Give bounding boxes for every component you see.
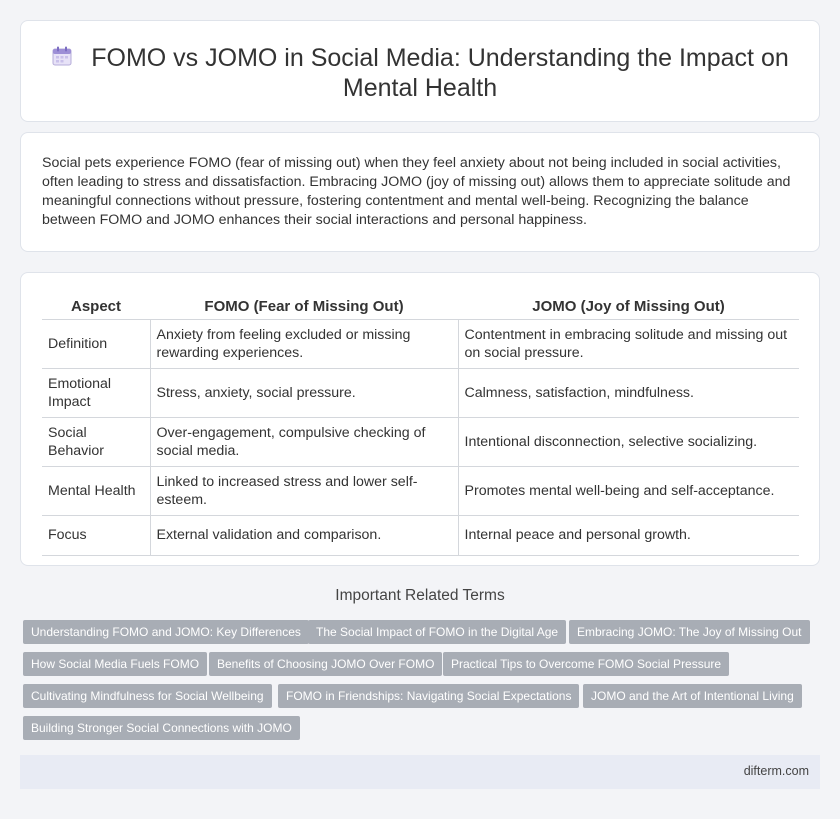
related-tag[interactable]: Embracing JOMO: The Joy of Missing Out [569, 620, 810, 644]
row-fomo: Anxiety from feeling excluded or missing rewarding experiences. [150, 319, 458, 368]
row-fomo: Linked to increased stress and lower self-esteem. [150, 466, 458, 515]
row-jomo: Intentional disconnection, selective socializing. [458, 417, 799, 466]
comparison-card [20, 272, 820, 566]
header-fomo: FOMO (Fear of Missing Out) [150, 295, 458, 319]
page-title: FOMO vs JOMO in Social Media: Understanding the Impact on Mental Health [91, 44, 789, 102]
related-tag[interactable]: Cultivating Mindfulness for Social Wellbeing [23, 684, 272, 708]
related-tag[interactable]: Practical Tips to Overcome FOMO Social Pressure [443, 652, 729, 676]
related-tag[interactable]: How Social Media Fuels FOMO [23, 652, 207, 676]
row-fomo: External validation and comparison. [150, 515, 458, 555]
row-jomo: Calmness, satisfaction, mindfulness. [458, 368, 799, 417]
header-jomo: JOMO (Joy of Missing Out) [458, 295, 799, 319]
header-aspect: Aspect [42, 295, 150, 319]
table-row [42, 466, 799, 515]
intro-card [20, 132, 820, 252]
header-card [20, 20, 820, 122]
row-aspect: Mental Health [42, 466, 150, 515]
row-aspect: Social Behavior [42, 417, 150, 466]
table-row [42, 368, 799, 417]
table-row [42, 319, 799, 368]
related-tag[interactable]: FOMO in Friendships: Navigating Social Expectations [278, 684, 579, 708]
row-aspect: Focus [42, 515, 150, 555]
related-tag[interactable]: The Social Impact of FOMO in the Digital Age [308, 620, 566, 644]
row-aspect: Definition [42, 319, 150, 368]
calendar-icon [51, 45, 73, 67]
table-row [42, 515, 799, 555]
related-terms-title: Important Related Terms [335, 587, 505, 604]
table-header-row [42, 295, 799, 319]
row-fomo: Over-engagement, compulsive checking of social media. [150, 417, 458, 466]
row-aspect: Emotional Impact [42, 368, 150, 417]
page-title-wrap [21, 43, 819, 103]
intro-paragraph: Social pets experience FOMO (fear of missing out) when they feel anxiety about not being included in social activities, often leading to stress and dissatisfaction. Embracing JOMO (joy of missing out) allows them to appreciate solitude and meaningful connections without pressure, fostering contentment and mental well-being. Recognizing the balance between FOMO and JOMO enhances their social interactions and personal happiness. [42, 155, 791, 228]
related-tag[interactable]: JOMO and the Art of Intentional Living [583, 684, 802, 708]
comparison-table [42, 295, 799, 556]
row-jomo: Internal peace and personal growth. [458, 515, 799, 555]
footer-site[interactable]: difterm.com [743, 764, 809, 778]
row-jomo: Contentment in embracing solitude and missing out on social pressure. [458, 319, 799, 368]
table-row [42, 417, 799, 466]
row-jomo: Promotes mental well-being and self-acceptance. [458, 466, 799, 515]
footer [20, 755, 820, 789]
related-tag[interactable]: Building Stronger Social Connections with JOMO [23, 716, 300, 740]
related-tag[interactable]: Benefits of Choosing JOMO Over FOMO [209, 652, 442, 676]
row-fomo: Stress, anxiety, social pressure. [150, 368, 458, 417]
related-tag[interactable]: Understanding FOMO and JOMO: Key Differences [23, 620, 309, 644]
